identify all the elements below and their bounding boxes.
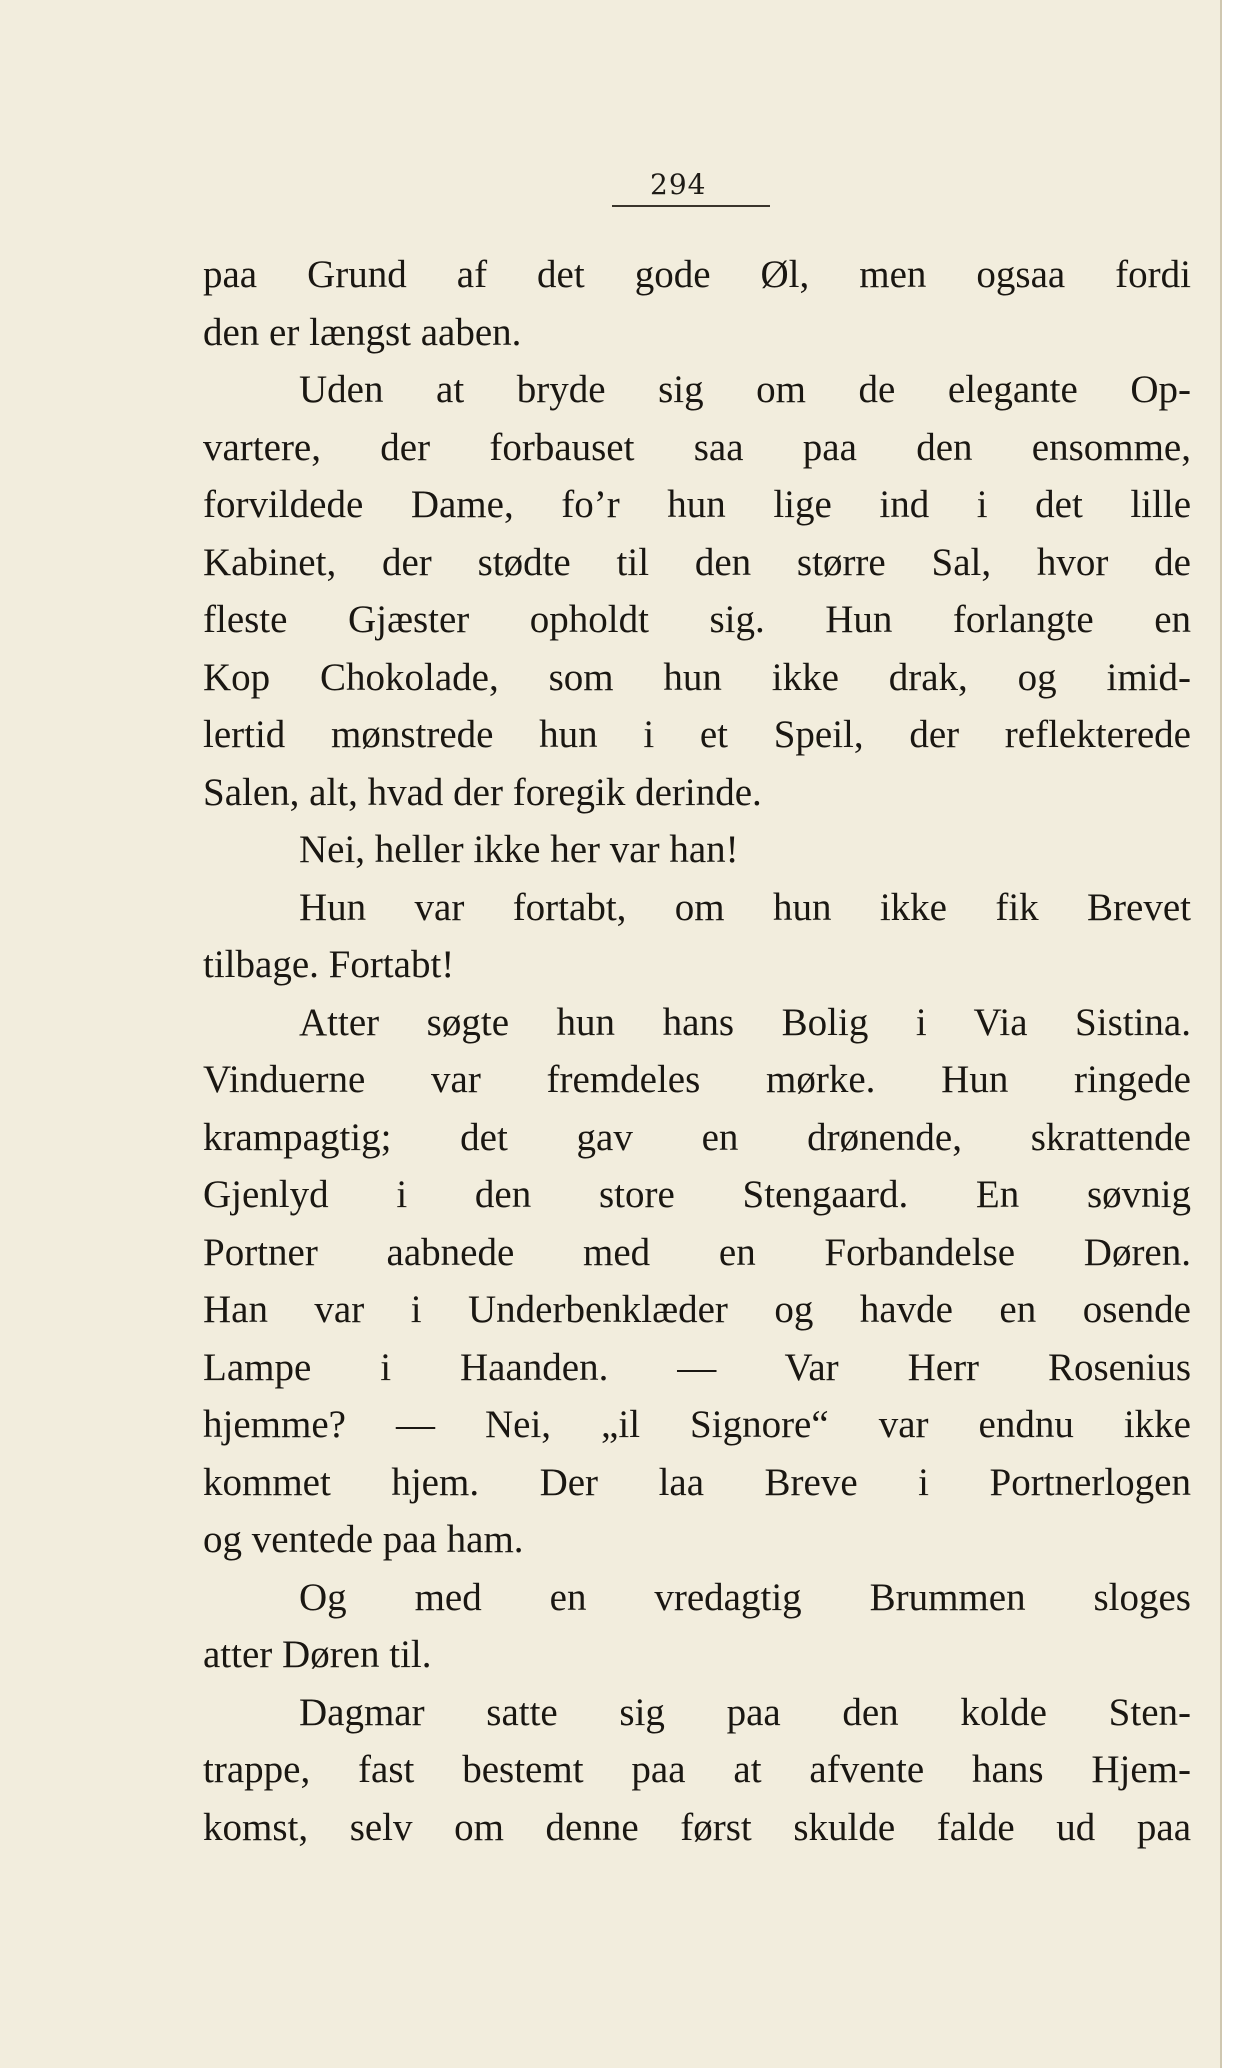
text-line: komst, selv om denne først skulde falde ud paa: [203, 1805, 1191, 1849]
text-line: Hun var fortabt, om hun ikke fik Brevet: [299, 885, 1191, 929]
page-edge: [1222, 0, 1234, 2068]
text-line: forvildede Dame, fo’r hun lige ind i det lille: [203, 483, 1191, 526]
text-line: lertid mønstrede hun i et Speil, der reflekterede: [203, 713, 1191, 756]
text-line: Kop Chokolade, som hun ikke drak, og imid-: [203, 655, 1191, 699]
text-line: Nei, heller ikke her var han!: [299, 828, 739, 871]
text-line: fleste Gjæster opholdt sig. Hun forlangte en: [203, 598, 1191, 641]
page-number-rule: [612, 205, 770, 207]
text-line: hjemme? — Nei, „il Signore“ var endnu ikke: [203, 1403, 1191, 1446]
text-line: Portner aabnede med en Forbandelse Døren.: [203, 1230, 1191, 1274]
text-line: krampagtig; det gav en drønende, skrattende: [203, 1115, 1191, 1159]
text-line: Lampe i Haanden. — Var Herr Rosenius: [203, 1345, 1191, 1389]
text-line: den er længst aaben.: [203, 310, 522, 354]
text-line: paa Grund af det gode Øl, men ogsaa fordi: [203, 253, 1191, 296]
text-line: og ventede paa ham.: [203, 1518, 524, 1561]
text-line: tilbage. Fortabt!: [203, 943, 455, 986]
text-line: Gjenlyd i den store Stengaard. En søvnig: [203, 1173, 1191, 1216]
body-text: [203, 246, 1191, 1856]
text-line: Salen, alt, hvad der foregik derinde.: [203, 770, 762, 814]
text-line: Uden at bryde sig om de elegante Op-: [299, 368, 1191, 411]
text-line: Han var i Underbenklæder og havde en osende: [203, 1288, 1191, 1331]
text-line: Kabinet, der stødte til den større Sal, hvor de: [203, 540, 1191, 584]
page-number: 294: [650, 168, 707, 201]
text-line: kommet hjem. Der laa Breve i Portnerlogen: [203, 1460, 1191, 1504]
text-line: trappe, fast bestemt paa at afvente hans Hjem-: [203, 1748, 1191, 1791]
text-line: Atter søgte hun hans Bolig i Via Sistina.: [299, 1000, 1191, 1044]
text-line: Og med en vredagtig Brummen sloges: [299, 1575, 1191, 1619]
text-line: atter Døren til.: [203, 1633, 432, 1676]
text-line: Vinduerne var fremdeles mørke. Hun ringede: [203, 1058, 1191, 1101]
text-line: Dagmar satte sig paa den kolde Sten-: [299, 1690, 1191, 1734]
text-line: vartere, der forbauset saa paa den ensomme,: [203, 425, 1191, 469]
